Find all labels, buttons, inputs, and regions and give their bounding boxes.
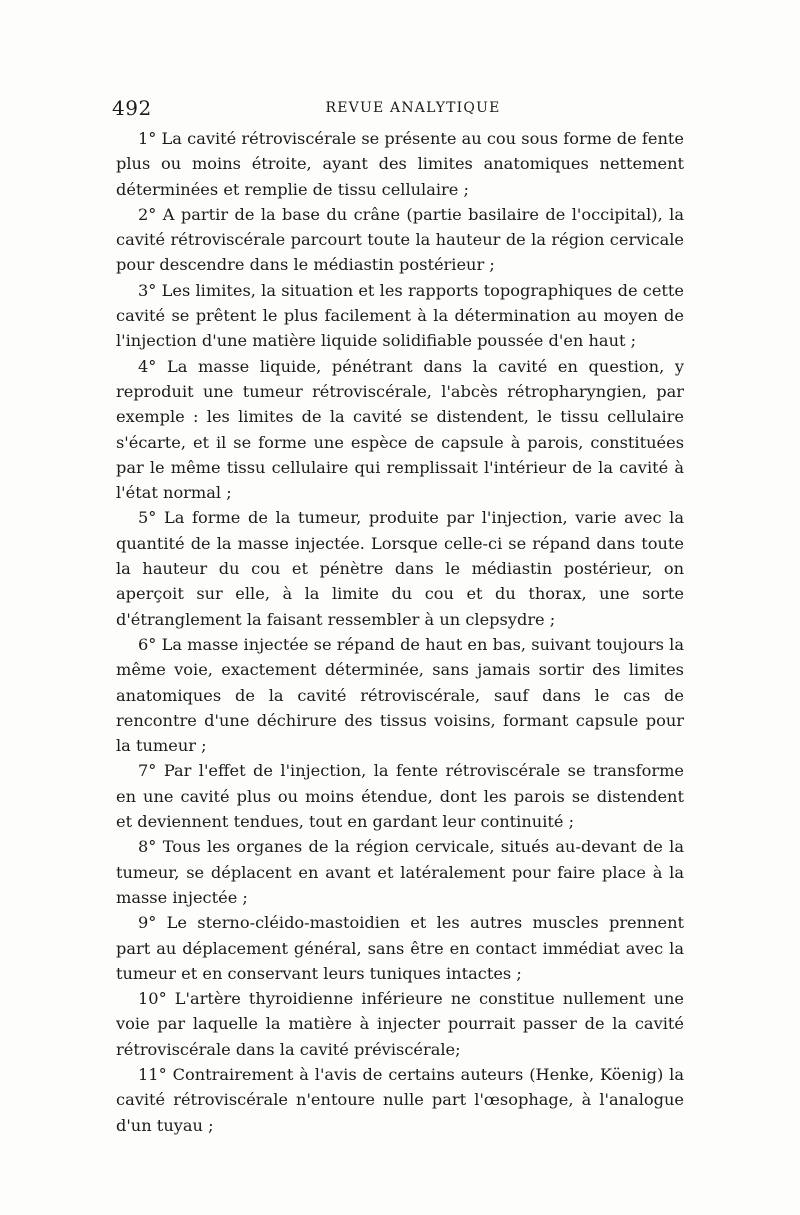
- paragraph-11: 11° Contrairement à l'avis de certains auteurs (Henke, Köenig) la cavité rétroviscérale n'entoure nulle part l'œsophage, à l'analogue d'un tuyau ;: [116, 1064, 684, 1135]
- paragraph-1: 1° La cavité rétroviscérale se présente au cou sous forme de fente plus ou moins étroite, ayant des limites anatomiques nettement déterminées et remplie de tissu cellulaire ;: [116, 129, 684, 199]
- paragraph-3: 3° Les limites, la situation et les rapports topographiques de cette cavité se prêtent le plus facilement à la détermination au moyen de l'injection d'une matière liquide solidifiable poussée d'en haut ;: [116, 280, 684, 351]
- paragraph-6: 6° La masse injectée se répand de haut en bas, suivant toujours la même voie, exactement déterminée, sans jamais sortir des limites anatomiques de la cavité rétroviscérale, sauf dans le cas de rencontre d'une déchirure des tissus voisins, formant capsule pour la tumeur ;: [116, 634, 684, 756]
- paragraph-10: 10° L'artère thyroidienne inférieure ne constitue nullement une voie par laquelle la matière à injecter pourrait passer de la cavité rétroviscérale dans la cavité préviscérale;: [116, 989, 684, 1059]
- paragraph-8: 8° Tous les organes de la région cervicale, situés au-devant de la tumeur, se déplacent en avant et latéralement pour faire place à la masse injectée ;: [116, 837, 684, 907]
- paragraph-2: 2° A partir de la base du crâne (partie basilaire de l'occipital), la cavité rétroviscérale parcourt toute la hauteur de la région cervicale pour descendre dans le médiastin postérieur ;: [116, 204, 684, 275]
- paragraph-7: 7° Par l'effet de l'injection, la fente rétroviscérale se transforme en une cavité plus ou moins étendue, dont les parois se distendent et deviennent tendues, tout en gardant leur continuité ;: [116, 761, 684, 832]
- running-title: REVUE ANALYTIQUE: [325, 100, 501, 116]
- paragraph-9: 9° Le sterno-cléido-mastoidien et les autres muscles prennent part au déplacement général, sans être en contact immédiat avec la tumeur et en conservant leurs tuniques intactes ;: [116, 913, 684, 983]
- paragraph-4: 4° La masse liquide, pénétrant dans la cavité en question, y reproduit une tumeur rétroviscérale, l'abcès rétropharyngien, par exemple : les limites de la cavité se distendent, le tissu cellulaire s'écarte, et il se forme une espèce de capsule à parois, constituées par le même tissu cellulaire qui remplissait l'intérieur de la cavité à l'état normal ;: [116, 356, 684, 503]
- page-header: [112, 96, 684, 124]
- paragraph-5: 5° La forme de la tumeur, produite par l'injection, varie avec la quantité de la masse injectée. Lorsque celle-ci se répand dans toute la hauteur du cou et pénètre dans le médiastin postérieur, on aperçoit sur elle, à la limite du cou et du thorax, une sorte d'étranglement la faisant ressembler à un clepsydre ;: [116, 508, 684, 629]
- body-text: [116, 126, 684, 1138]
- page-number: 492: [112, 96, 152, 120]
